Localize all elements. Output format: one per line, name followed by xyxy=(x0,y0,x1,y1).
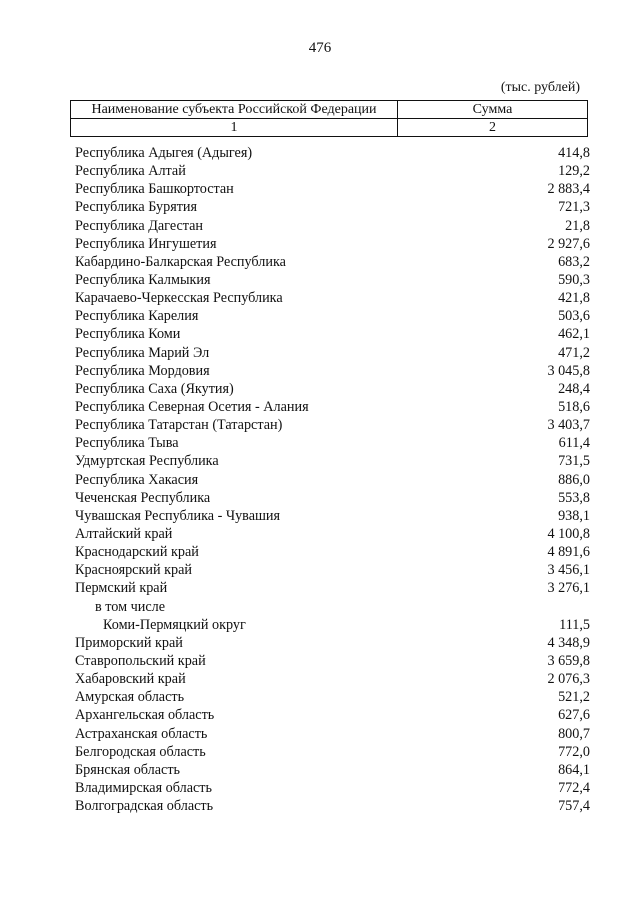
region-name: Кабардино-Балкарская Республика xyxy=(75,253,286,270)
amount-value: 3 045,8 xyxy=(547,362,590,379)
amount-value: 518,6 xyxy=(558,398,590,415)
region-name: Республика Калмыкия xyxy=(75,271,211,288)
amount-value: 3 659,8 xyxy=(547,652,590,669)
table-row xyxy=(75,253,590,271)
table-row xyxy=(75,507,590,525)
amount-value: 471,2 xyxy=(558,344,590,361)
table-row xyxy=(75,688,590,706)
amount-value: 553,8 xyxy=(558,489,590,506)
table-row xyxy=(75,797,590,815)
column-number-1: 1 xyxy=(71,119,398,137)
table-row xyxy=(75,344,590,362)
amount-value: 4 100,8 xyxy=(547,525,590,542)
region-name: Республика Марий Эл xyxy=(75,344,210,361)
table-row xyxy=(75,598,590,616)
table-row xyxy=(75,198,590,216)
header-sum: Сумма xyxy=(398,101,588,119)
region-name: Республика Хакасия xyxy=(75,471,199,488)
table-row xyxy=(75,289,590,307)
amount-value: 3 456,1 xyxy=(547,562,590,579)
region-name: Республика Бурятия xyxy=(75,199,198,216)
table-row xyxy=(75,434,590,452)
column-number-2: 2 xyxy=(398,119,588,137)
amount-value: 800,7 xyxy=(558,725,590,742)
region-name: Амурская область xyxy=(75,689,185,706)
table-row xyxy=(75,489,590,507)
region-name: Чеченская Республика xyxy=(75,489,211,506)
amount-value: 938,1 xyxy=(558,507,590,524)
region-name: Владимирская область xyxy=(75,779,212,796)
region-name: Республика Северная Осетия - Алания xyxy=(75,398,309,415)
region-name: Удмуртская Республика xyxy=(75,453,219,470)
table-row xyxy=(75,579,590,597)
amount-value: 2 883,4 xyxy=(547,181,590,198)
table-row xyxy=(75,634,590,652)
amount-value: 414,8 xyxy=(558,145,590,161)
region-name: Краснодарский край xyxy=(75,544,199,561)
table-row xyxy=(75,725,590,743)
region-name: Белгородская область xyxy=(75,743,206,760)
amount-value: 864,1 xyxy=(558,761,590,778)
region-name: Алтайский край xyxy=(75,525,173,542)
region-name: Волгоградская область xyxy=(75,798,214,815)
table-row xyxy=(75,561,590,579)
table-row xyxy=(75,144,590,162)
table-header xyxy=(70,100,588,137)
region-name: Республика Саха (Якутия) xyxy=(75,380,234,397)
amount-value: 772,4 xyxy=(558,779,590,796)
table-row xyxy=(75,525,590,543)
region-name: Республика Тыва xyxy=(75,435,179,452)
amount-value: 721,3 xyxy=(558,199,590,216)
amount-value: 421,8 xyxy=(558,290,590,307)
amount-value: 2 076,3 xyxy=(547,671,590,688)
amount-value: 627,6 xyxy=(558,707,590,724)
region-name: Красноярский край xyxy=(75,562,192,579)
amount-value: 611,4 xyxy=(558,435,590,452)
region-name: Республика Башкортостан xyxy=(75,181,234,198)
amount-value: 129,2 xyxy=(558,163,590,180)
table-row xyxy=(75,325,590,343)
region-name: Республика Ингушетия xyxy=(75,235,217,252)
region-name: Астраханская область xyxy=(75,725,208,742)
table-row xyxy=(75,743,590,761)
table-row xyxy=(75,380,590,398)
table-row xyxy=(75,670,590,688)
region-name: Республика Карелия xyxy=(75,308,199,325)
table-row xyxy=(75,761,590,779)
table-row xyxy=(75,616,590,634)
region-name: Республика Коми xyxy=(75,326,181,343)
region-name: Брянская область xyxy=(75,761,181,778)
amount-value: 3 403,7 xyxy=(547,417,590,434)
region-name: Архангельская область xyxy=(75,707,215,724)
amount-value: 21,8 xyxy=(565,217,590,234)
table-row xyxy=(75,362,590,380)
page-number: 476 xyxy=(308,40,332,56)
table-row xyxy=(75,235,590,253)
region-name: Ставропольский край xyxy=(75,652,206,669)
region-name: Чувашская Республика - Чувашия xyxy=(75,507,281,524)
region-name: Республика Татарстан (Татарстан) xyxy=(75,417,283,434)
table-row xyxy=(75,452,590,470)
amount-value: 757,4 xyxy=(558,798,590,815)
table-row xyxy=(75,180,590,198)
amount-value: 3 276,1 xyxy=(547,580,590,597)
amount-value: 503,6 xyxy=(558,308,590,325)
table-row xyxy=(75,271,590,289)
table-row xyxy=(75,398,590,416)
table-row xyxy=(75,471,590,489)
table-row xyxy=(75,543,590,561)
column-number-row xyxy=(71,119,588,137)
region-name: Республика Адыгея (Адыгея) xyxy=(75,145,253,161)
region-name: Пермский край xyxy=(75,580,168,597)
region-name: в том числе xyxy=(95,598,166,615)
table-row xyxy=(75,779,590,797)
amount-value: 731,5 xyxy=(558,453,590,470)
amount-value: 590,3 xyxy=(558,271,590,288)
region-name: Коми-Пермяцкий округ xyxy=(103,616,246,633)
table-row xyxy=(75,217,590,235)
table-row xyxy=(75,162,590,180)
amount-value: 886,0 xyxy=(558,471,590,488)
amount-value: 2 927,6 xyxy=(547,235,590,252)
header-name: Наименование субъекта Российской Федерации xyxy=(71,101,398,119)
units-label: (тыс. рублей) xyxy=(500,80,580,95)
table-row xyxy=(75,652,590,670)
amount-value: 521,2 xyxy=(558,689,590,706)
table-body xyxy=(75,144,590,815)
region-name: Республика Мордовия xyxy=(75,362,210,379)
table-row xyxy=(75,416,590,434)
amount-value: 248,4 xyxy=(558,380,590,397)
amount-value: 683,2 xyxy=(558,253,590,270)
amount-value: 111,5 xyxy=(559,616,590,633)
region-name: Карачаево-Черкесская Республика xyxy=(75,290,283,307)
amount-value: 4 891,6 xyxy=(547,544,590,561)
region-name: Республика Алтай xyxy=(75,163,186,180)
amount-value: 462,1 xyxy=(558,326,590,343)
header-row xyxy=(71,101,588,119)
region-name: Республика Дагестан xyxy=(75,217,204,234)
region-name: Приморский край xyxy=(75,634,183,651)
amount-value: 772,0 xyxy=(558,743,590,760)
amount-value: 4 348,9 xyxy=(547,634,590,651)
table-row xyxy=(75,706,590,724)
table-row xyxy=(75,307,590,325)
region-name: Хабаровский край xyxy=(75,671,186,688)
